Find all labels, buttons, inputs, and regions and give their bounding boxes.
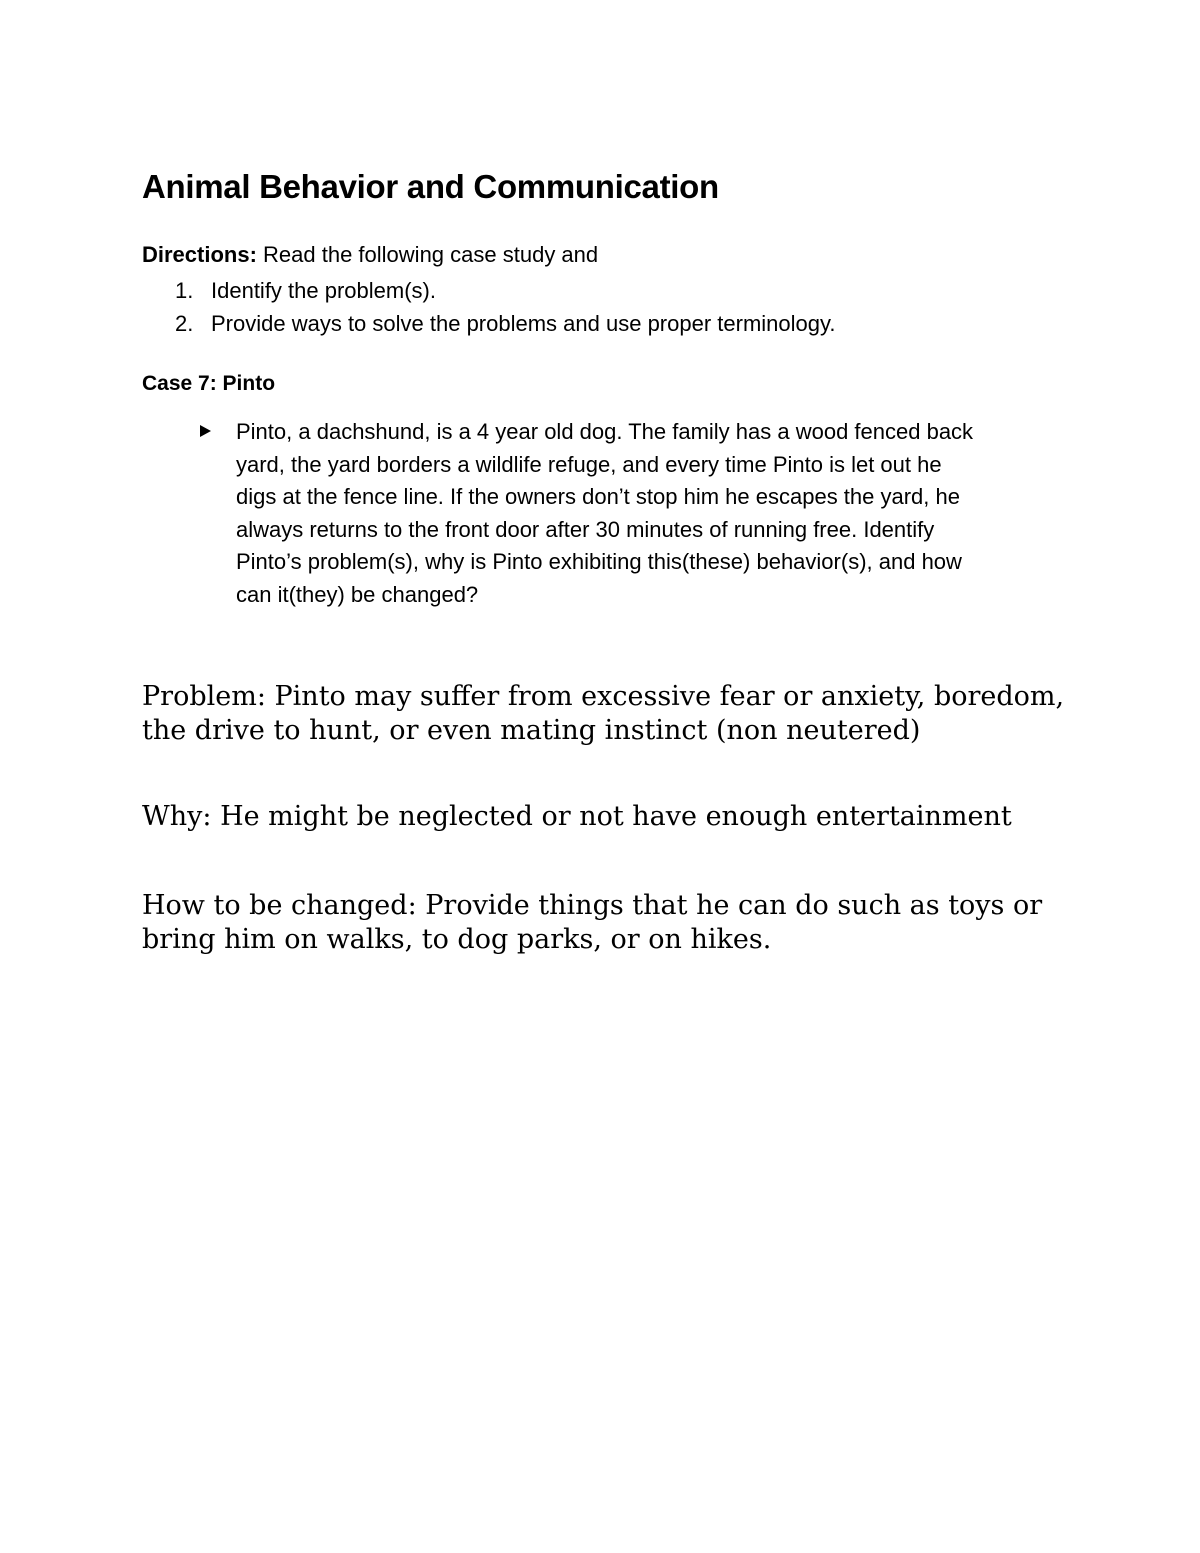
case-text-line: yard, the yard borders a wildlife refuge, and every time Pinto is let out he: [236, 451, 942, 477]
directions-item-text: Identify the problem(s).: [211, 278, 436, 303]
answer-why-line: Why: He might be neglected or not have enough entertainment: [142, 801, 1012, 832]
case-text-line: Pinto, a dachshund, is a 4 year old dog. The family has a wood fenced back: [236, 419, 974, 444]
directions-line: [142, 242, 598, 268]
directions-list: [175, 274, 835, 340]
document-title: Animal Behavior and Communication: [142, 168, 719, 205]
case-text-line: Pinto’s problem(s), why is Pinto exhibiting this(these) behavior(s), and how: [236, 549, 962, 574]
directions-item-number: 1.: [175, 278, 194, 303]
directions-label: Directions:: [142, 242, 257, 267]
answer-problem: [142, 680, 1064, 748]
directions-item: [175, 274, 835, 307]
directions-item-number: 2.: [175, 311, 194, 336]
case-heading: Case 7: Pinto: [142, 372, 276, 395]
case-text-line: can it(they) be changed?: [236, 581, 479, 607]
answer-problem-line: the drive to hunt, or even mating instinct (non neutered): [142, 715, 921, 746]
answer-why: [142, 800, 1012, 834]
directions-item: [175, 307, 835, 340]
directions-text: Read the following case study and: [256, 242, 599, 267]
answer-how: [142, 889, 1042, 957]
bullet-arrow-icon: [200, 425, 211, 437]
answer-problem-line: Problem: Pinto may suffer from excessive fear or anxiety, boredom,: [142, 681, 1065, 712]
answer-how-line: How to be changed: Provide things that he can do such as toys or: [142, 890, 1043, 921]
directions-item-text: Provide ways to solve the problems and use proper terminology.: [211, 311, 836, 336]
case-text-line: always returns to the front door after 30 minutes of running free. Identify: [236, 516, 935, 542]
case-text-line: digs at the fence line. If the owners don’t stop him he escapes the yard, he: [236, 484, 960, 509]
case-text: [236, 416, 1076, 611]
answer-how-line: bring him on walks, to dog parks, or on hikes.: [142, 924, 772, 955]
